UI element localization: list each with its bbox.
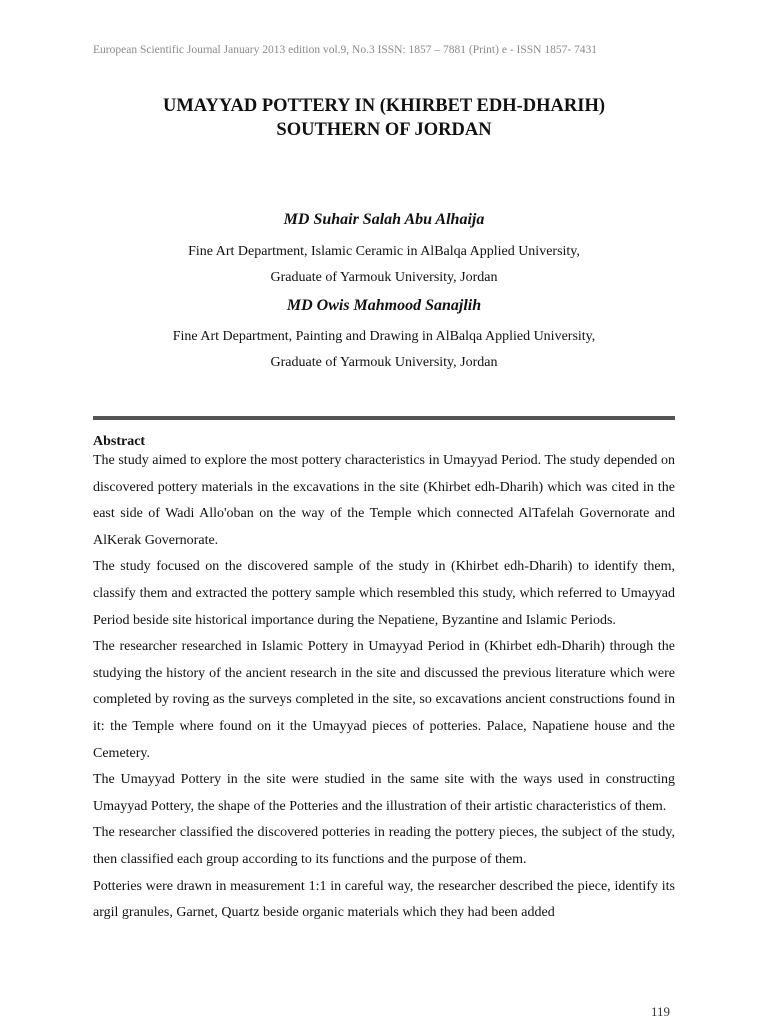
running-header: European Scientific Journal January 2013 edition vol.9, No.3 ISSN: 1857 – 7881 (Print) e - ISSN 1857- 7431	[93, 44, 598, 56]
title-line-2: SOUTHERN OF JORDAN	[276, 120, 492, 140]
abstract-paragraph: The researcher researched in Islamic Pottery in Umayyad Period in (Khirbet edh-Dharih) through the studying the history of the ancient research in the site and discussed the previous literature which were completed by roving as the surveys completed in the site, so excavations ancient constructions found in it: the Temple where found on it the Umayyad pieces of potteries. Palace, Napatiene house and the Cemetery.	[93, 639, 675, 761]
title-line-1: UMAYYAD POTTERY IN (KHIRBET EDH-DHARIH)	[162, 96, 606, 116]
abstract-paragraph: The study aimed to explore the most pottery characteristics in Umayyad Period. The study depended on discovered pottery materials in the excavations in the site (Khirbet edh-Dharih) which was cited in the east side of Wadi Allo'oban on the way of the Temple which connected AlTafelah Governorate and AlKerak Governorate.	[93, 453, 675, 548]
abstract-paragraph: The researcher classified the discovered potteries in reading the pottery pieces, the subject of the study, then classified each group according to its functions and the purpose of them.	[93, 825, 675, 867]
author-2-affiliation-line-1: Fine Art Department, Painting and Drawing in AlBalqa Applied University,	[172, 329, 596, 344]
paper-title	[60, 94, 708, 142]
abstract-heading: Abstract	[93, 434, 146, 449]
abstract-paragraph: The study focused on the discovered sample of the study in (Khirbet edh-Dharih) to identify them, classify them and extracted the pottery sample which resembled this study, which referred to Umayyad Period beside site historical importance during the Nepatiene, Byzantine and Islamic Periods.	[93, 559, 675, 628]
author-2-affiliation	[60, 324, 708, 376]
author-1-affiliation-line-2: Graduate of Yarmouk University, Jordan	[270, 270, 498, 285]
author-1-name: MD Suhair Salah Abu Alhaija	[283, 211, 485, 228]
abstract-body	[93, 448, 675, 927]
abstract-paragraph: The Umayyad Pottery in the site were studied in the same site with the ways used in constructing Umayyad Pottery, the shape of the Potteries and the illustration of their artistic characteristics of them.	[93, 772, 675, 814]
author-1-affiliation-line-1: Fine Art Department, Islamic Ceramic in AlBalqa Applied University,	[188, 244, 580, 259]
abstract-paragraph: Potteries were drawn in measurement 1:1 in careful way, the researcher described the piece, identify its argil granules, Garnet, Quartz beside organic materials which they had been added	[93, 878, 675, 921]
author-2-affiliation-line-2: Graduate of Yarmouk University, Jordan	[270, 355, 498, 370]
section-divider	[93, 416, 675, 420]
page-number: 119	[651, 1004, 671, 1019]
author-1-affiliation	[60, 239, 708, 291]
author-2-name: MD Owis Mahmood Sanajlih	[286, 297, 482, 314]
